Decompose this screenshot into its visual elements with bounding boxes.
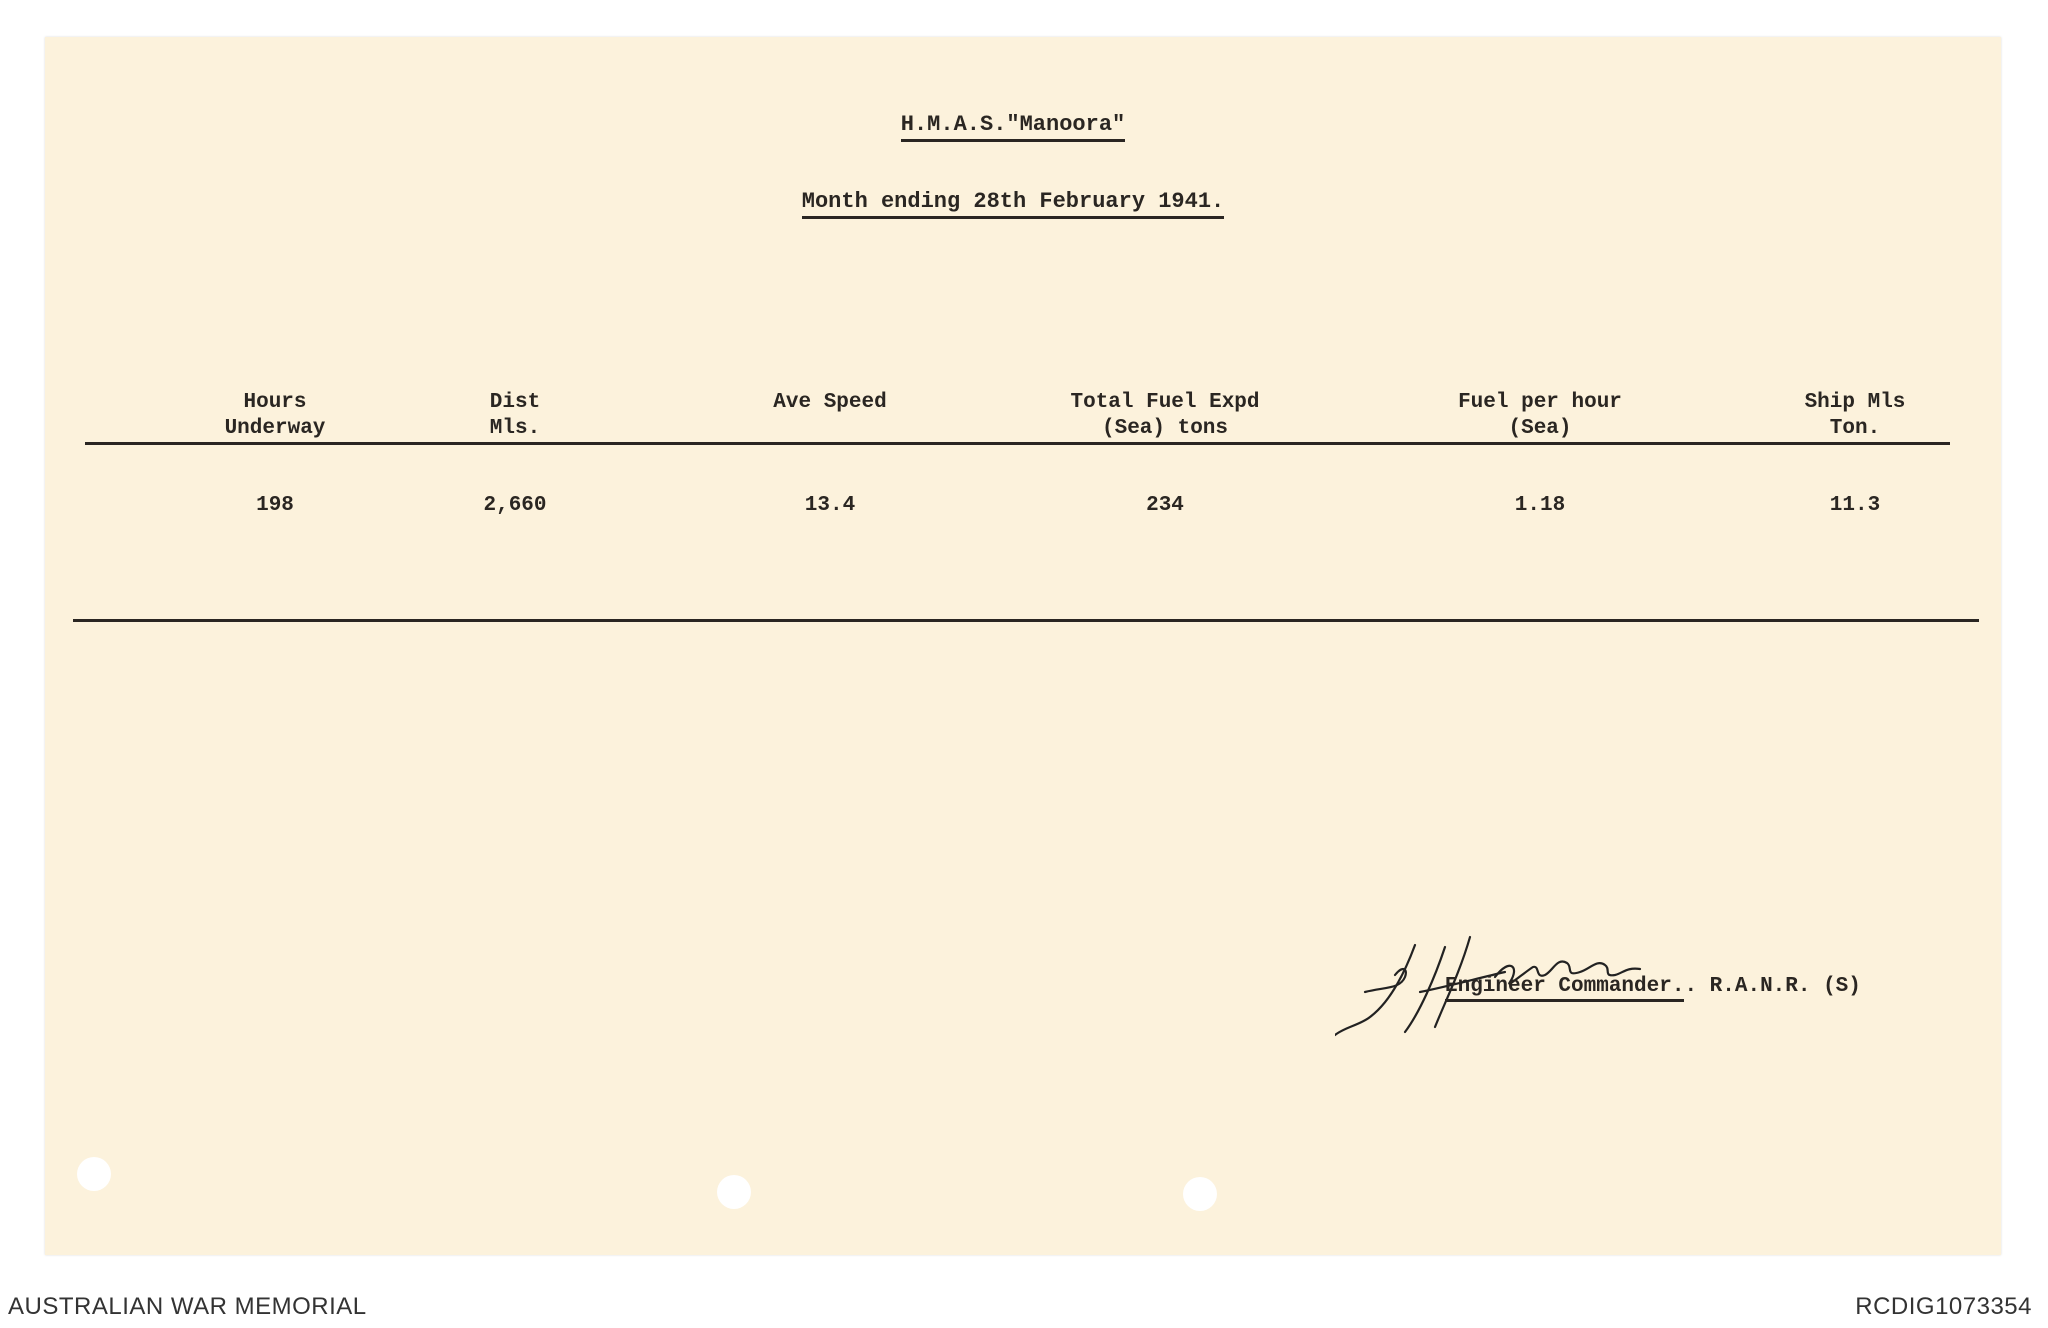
signatory-title: Engineer Commander. — [1445, 975, 1684, 1002]
column-header-total-fuel: Total Fuel Expd (Sea) tons — [1070, 391, 1260, 440]
punch-hole — [77, 1157, 111, 1191]
cell-fuel-per-hour: 1.18 — [1514, 494, 1566, 517]
cell-distance: 2,660 — [483, 494, 547, 517]
cell-hours: 198 — [256, 494, 294, 517]
column-header-fuel-per-hour: Fuel per hour (Sea) — [1458, 391, 1622, 440]
signatory-block — [1445, 975, 1861, 998]
column-header-distance: Dist Mls. — [489, 391, 541, 440]
cell-ship-mls: 11.3 — [1829, 494, 1881, 517]
punch-hole — [1183, 1177, 1217, 1211]
signatory-rank: . R.A.N.R. (S) — [1684, 975, 1861, 998]
header-rule — [85, 442, 1950, 445]
document-sheet — [45, 37, 2001, 1255]
column-header-ave-speed: Ave Speed — [773, 391, 887, 414]
period-heading: Month ending 28th February 1941. — [45, 189, 1981, 214]
column-header-ship-mls: Ship Mls Ton. — [1804, 391, 1906, 440]
column-header-hours: Hours Underway — [224, 391, 326, 440]
punch-hole — [717, 1175, 751, 1209]
cell-total-fuel: 234 — [1146, 494, 1184, 517]
archive-reference-id: RCDIG1073354 — [1855, 1293, 2032, 1320]
archive-credit: AUSTRALIAN WAR MEMORIAL — [8, 1293, 367, 1320]
cell-ave-speed: 13.4 — [804, 494, 856, 517]
table-bottom-rule — [73, 619, 1979, 622]
ship-title: H.M.A.S."Manoora" — [45, 112, 1981, 137]
